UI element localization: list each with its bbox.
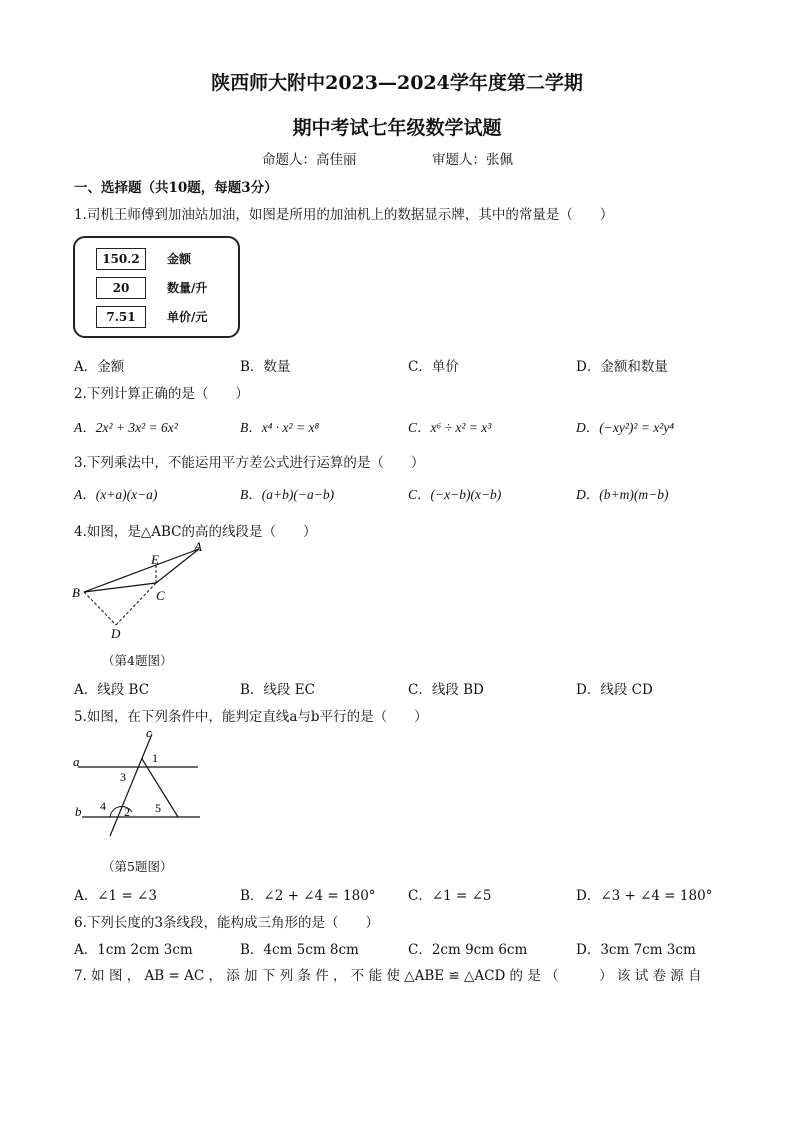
q6-option-c: C．2cm 9cm 6cm [408, 942, 528, 958]
q4-option-a: A．线段 BC [74, 682, 150, 698]
q2-option-c: C．x⁶ ÷ x² = x³ [408, 420, 492, 435]
label-E: E [151, 552, 159, 567]
q1-option-b: B．数量 [240, 359, 291, 375]
label-D: D [111, 626, 121, 641]
question-3-stem: 3.下列乘法中，不能运用平方差公式进行运算的是（ ） [74, 455, 425, 471]
exam-subtitle: 期中考试七年级数学试题 [292, 117, 502, 139]
q4-option-c: C．线段 BD [408, 682, 484, 698]
exam-title: 陕西师大附中2023—2024学年度第二学期 [211, 72, 583, 94]
q6-option-a: A．1cm 2cm 3cm [74, 942, 193, 958]
section-heading: 一、选择题（共10题，每题3分） [74, 180, 278, 196]
label-A: A [194, 539, 202, 554]
q5-option-a: A．∠1 = ∠3 [74, 888, 157, 904]
parallel-lines-figure [66, 724, 206, 844]
line-b-label: b [75, 804, 82, 819]
figure-5-caption: （第5题图） [102, 859, 173, 874]
question-5-stem: 5.如图，在下列条件中，能判定直线a与b平行的是（ ） [74, 709, 428, 725]
q3-option-d: D．(b+m)(m−b) [576, 487, 669, 502]
q5-option-d: D．∠3 + ∠4 = 180° [576, 888, 713, 904]
q3-option-a: A．(x+a)(x−a) [74, 487, 158, 502]
display-label-amount: 金额 [167, 252, 192, 266]
display-label-quantity: 数量/升 [167, 281, 208, 295]
display-value-unit-price: 7.51 [96, 306, 146, 328]
author-line: 命题人：高佳丽 [262, 152, 357, 168]
q6-option-d: D．3cm 7cm 3cm [576, 942, 696, 958]
q1-option-a: A．金额 [74, 359, 125, 375]
q4-option-b: B．线段 EC [240, 682, 315, 698]
angle-4-label: 4 [100, 799, 106, 813]
question-2-stem: 2.下列计算正确的是（ ） [74, 386, 249, 402]
question-6-stem: 6.下列长度的3条线段，能构成三角形的是（ ） [74, 915, 379, 931]
q3-option-c: C．(−x−b)(x−b) [408, 487, 502, 502]
question-4-stem: 4.如图，是△ABC的高的线段是（ ） [74, 524, 317, 540]
q6-option-b: B．4cm 5cm 8cm [240, 942, 359, 958]
q5-option-c: C．∠1 = ∠5 [408, 888, 492, 904]
q5-option-b: B．∠2 + ∠4 = 180° [240, 888, 376, 904]
q2-option-a: A．2x² + 3x² = 6x² [74, 420, 178, 435]
line-a-label: a [73, 754, 80, 769]
angle-1-label: 1 [152, 751, 158, 765]
q1-option-c: C．单价 [408, 359, 459, 375]
figure-4-caption: （第4题图） [102, 653, 173, 668]
display-label-unit-price: 单价/元 [167, 310, 208, 324]
label-B: B [72, 585, 80, 600]
q3-option-b: B．(a+b)(−a−b) [240, 487, 335, 502]
question-1-stem: 1.司机王师傅到加油站加油，如图是所用的加油机上的数据显示牌，其中的常量是（ ） [74, 207, 614, 223]
angle-3-label: 3 [120, 770, 126, 784]
reviewer-line: 审题人：张佩 [432, 152, 513, 168]
display-value-amount: 150.2 [96, 248, 146, 270]
triangle-height-figure [66, 538, 216, 646]
q2-option-d: D．(−xy²)² = x²y⁴ [576, 420, 675, 435]
q1-option-d: D．金额和数量 [576, 359, 668, 375]
line-c-label: c [146, 725, 152, 740]
label-C: C [156, 588, 165, 603]
question-7-stem: 7. 如 图 ， AB = AC ， 添 加 下 列 条 件 ， 不 能 使 △ABE ≌ △ACD 的 是 （ ） 该 试 卷 源 自 [74, 968, 702, 984]
angle-5-label: 5 [155, 801, 161, 815]
display-value-quantity: 20 [96, 277, 146, 299]
angle-2-label: 2 [124, 805, 130, 819]
q2-option-b: B．x⁴ · x² = x⁸ [240, 420, 320, 435]
q4-option-d: D．线段 CD [576, 682, 653, 698]
